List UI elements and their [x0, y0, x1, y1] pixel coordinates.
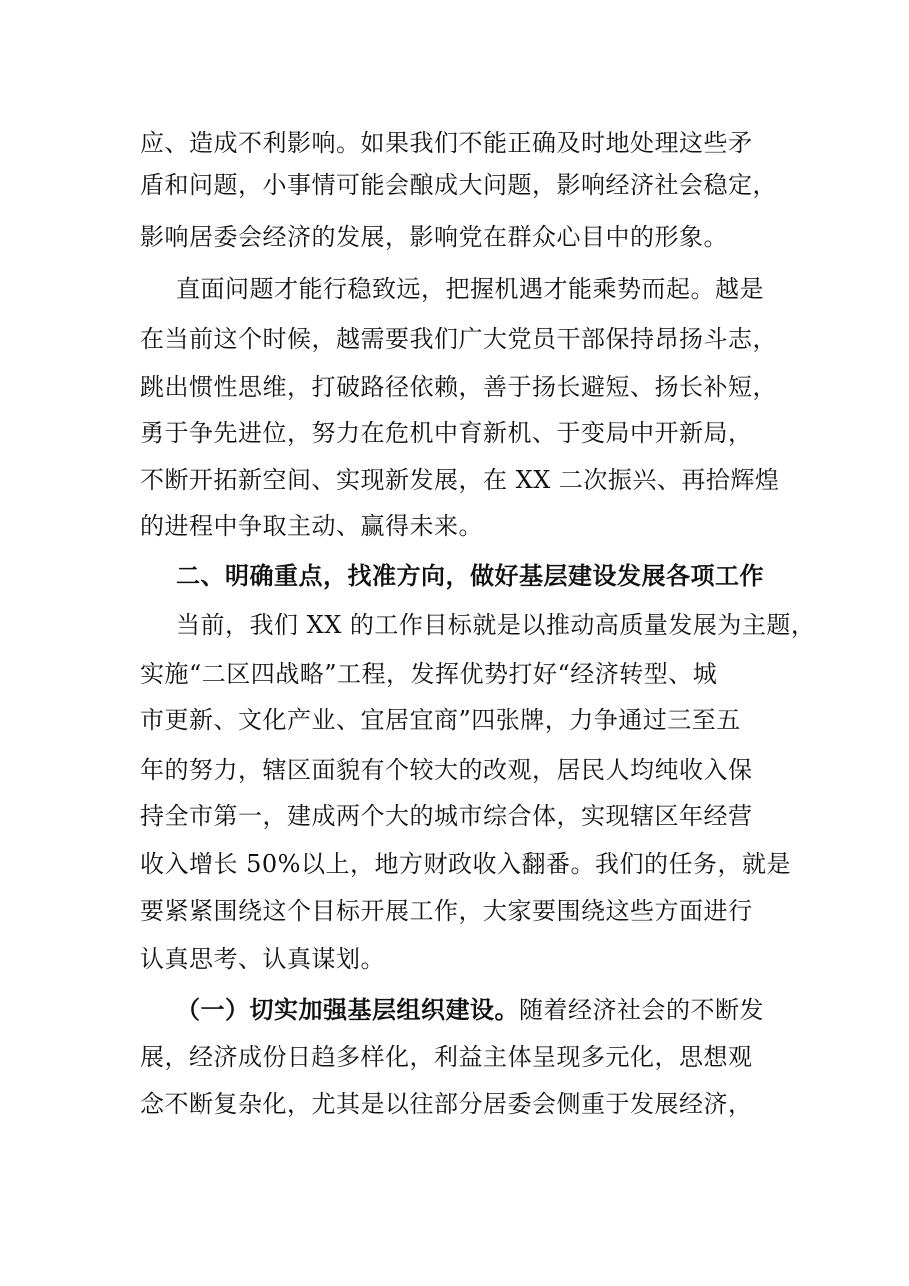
subsection-heading: （一）切实加强基层组织建设。 — [176, 996, 519, 1024]
text-line: 实施“二区四战略”工程，发挥优势打好“经济转型、城 — [140, 660, 718, 688]
text-line: 认真思考、认真谋划。 — [140, 945, 385, 973]
text-line: 应、造成不利影响。如果我们不能正确及时地处理这些矛 — [140, 129, 753, 157]
text-line: 的进程中争取主动、赢得未来。 — [140, 512, 483, 540]
text-line: 在当前这个时候，越需要我们广大党员干部保持昂扬斗志， — [140, 325, 777, 353]
paragraph-start-line: 直面问题才能行稳致远，把握机遇才能乘势而起。越是 — [176, 275, 764, 303]
text-line: 持全市第一，建成两个大的城市综合体，实现辖区年经营 — [140, 802, 753, 830]
text-line: 展，经济成份日趋多样化，利益主体呈现多元化，思想观 — [140, 1043, 753, 1071]
text-line: 年的努力，辖区面貌有个较大的改观，居民人均纯收入保 — [140, 756, 753, 784]
paragraph-start-line: 当前，我们 XX 的工作目标就是以推动高质量发展为主题， — [176, 611, 816, 639]
text-line: 念不断复杂化，尤其是以往部分居委会侧重于发展经济， — [140, 1090, 753, 1118]
text-line: 不断开拓新空间、实现新发展，在 XX 二次振兴、再拾辉煌 — [140, 466, 780, 494]
section-heading: 二、明确重点，找准方向，做好基层建设发展各项工作 — [176, 562, 764, 590]
text-line: 跳出惯性思维，打破路径依赖，善于扬长避短、扬长补短， — [140, 373, 777, 401]
subsection-text: 随着经济社会的不断发 — [519, 996, 764, 1024]
text-line: 勇于争先进位，努力在危机中育新机、于变局中开新局， — [140, 419, 753, 447]
text-line: 收入增长 50%以上，地方财政收入翻番。我们的任务，就是 — [140, 850, 791, 878]
text-line: 市更新、文化产业、宜居宜商”四张牌，力争通过三至五 — [140, 706, 741, 734]
text-line: 盾和问题，小事情可能会酿成大问题，影响经济社会稳定， — [140, 171, 777, 199]
subsection-line — [176, 995, 764, 1025]
text-line: 要紧紧围绕这个目标开展工作，大家要围绕这些方面进行 — [140, 897, 753, 925]
text-line: 影响居委会经济的发展，影响党在群众心目中的形象。 — [140, 223, 728, 251]
